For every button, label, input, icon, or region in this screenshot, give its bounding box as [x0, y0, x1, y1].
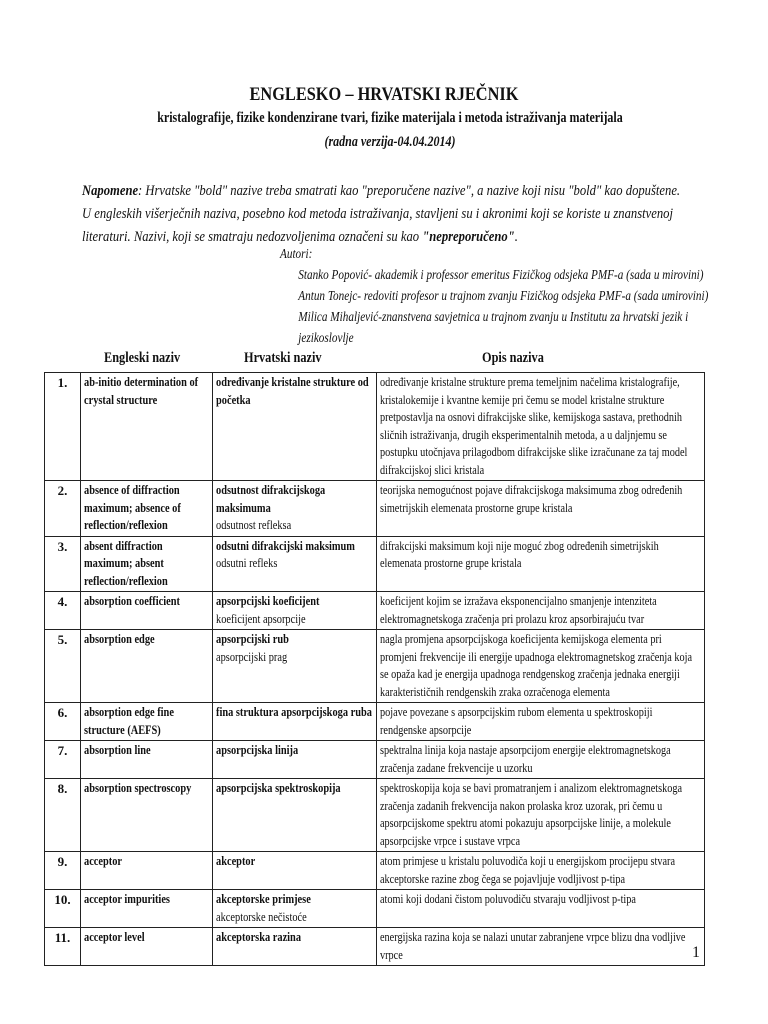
croatian-term-cell — [213, 536, 377, 592]
croatian-term-cell — [213, 852, 377, 890]
english-term: acceptor — [84, 854, 123, 868]
note-bold-term: "nepreporučeno" — [422, 229, 515, 245]
english-term-cell — [81, 890, 213, 928]
croatian-term-cell — [213, 890, 377, 928]
entry-number: 5. — [45, 630, 81, 703]
author-line: Milica Mihaljević-znanstvena savjetnica u trajnom zvanju u Institutu za hrvatski jezik i jezikoslovlje — [298, 309, 689, 345]
english-term-cell — [81, 741, 213, 779]
croatian-term-preferred: određivanje kristalne strukture od početka — [216, 375, 369, 407]
entry-number: 1. — [45, 373, 81, 481]
description-cell — [377, 741, 705, 779]
table-row — [45, 928, 705, 966]
author-line: Stanko Popović- akademik i professor emeritus Fizičkog odsjeka PMF-a (sada u mirovini) — [298, 267, 704, 282]
croatian-term-wrap — [216, 891, 372, 926]
table-row — [45, 741, 705, 779]
description-cell — [377, 928, 705, 966]
english-term: absence of diffraction maximum; absence of reflection/reflexion — [84, 483, 181, 532]
term-description: nagla promjena apsorpcijskoga koeficijenta kemijskoga elementa pri promjeni frekvencije ili energije upadnoga elektromagnetskog zračenja koja se opaža kad je energija upadnoga rendgenskog zračenja jednaka energiji karakterističnih rendgenskih zraka ozračenoga elementa — [380, 632, 693, 699]
term-description: određivanje kristalne strukture prema temeljnim načelima kristalografije, kristalokemije i kvantne kemije pri čemu se model kristalne strukture pretpostavlja na osnovi difrakcijske slike, kemijskoga sastava, prethodnih sličnih istraživanja, drugih eksperimentalnih metoda, a u daljnjemu se postupku utočnjava prilagodbom difrakcijske slike izračunane za taj model difrakcijskoj slici kristala — [380, 375, 688, 477]
croatian-term-preferred: apsorpcijski rub — [216, 632, 289, 646]
table-row — [45, 630, 705, 703]
croatian-term-preferred: akceptorske primjese — [216, 892, 311, 906]
croatian-term-wrap — [216, 593, 372, 628]
croatian-term-cell — [213, 741, 377, 779]
note-text-end: . — [514, 229, 518, 245]
english-term-cell — [81, 592, 213, 630]
note-paragraph — [82, 180, 691, 249]
english-term-cell — [81, 536, 213, 592]
croatian-term-allowed: akceptorske nečistoće — [216, 909, 307, 924]
croatian-term-preferred: apsorpcijska spektroskopija — [216, 781, 341, 795]
croatian-term-preferred: fina struktura apsorpcijskoga ruba — [216, 705, 372, 719]
page-number: 1 — [692, 944, 700, 961]
english-term: absorption coefficient — [84, 594, 180, 608]
entry-number: 4. — [45, 592, 81, 630]
croatian-term-preferred: odsutnost difrakcijskoga maksimuma — [216, 483, 326, 515]
description-cell — [377, 536, 705, 592]
english-term: acceptor level — [84, 930, 145, 944]
english-term: absorption edge fine structure (AEFS) — [84, 705, 174, 737]
term-description: spektroskopija koja se bavi promatranjem i analizom elektromagnetskoga zračenja zadanih frekvencija nakon prolaska kroz uzorak, pri čemu u apsorpcijskome spektru atomi pokazuju apsorpcijske linije, a molekule apsorpcijske vrpce i sustave vrpca — [380, 781, 683, 848]
table-row — [45, 779, 705, 852]
description-cell — [377, 481, 705, 537]
croatian-term-wrap — [216, 374, 372, 409]
croatian-term-cell — [213, 630, 377, 703]
croatian-term-allowed: koeficijent apsorpcije — [216, 611, 306, 626]
english-term: absorption line — [84, 743, 151, 757]
dictionary-table-body — [45, 373, 705, 966]
croatian-term-allowed: apsorpcijski prag — [216, 649, 288, 664]
croatian-term-wrap — [216, 482, 372, 535]
description-cell — [377, 630, 705, 703]
english-term-cell — [81, 779, 213, 852]
entry-number: 11. — [45, 928, 81, 966]
entry-number: 7. — [45, 741, 81, 779]
description-cell — [377, 779, 705, 852]
term-description: pojave povezane s apsorpcijskim rubom elementa u spektroskopiji rendgenske apsorpcije — [380, 705, 653, 737]
column-header-description: Opis naziva — [482, 350, 544, 366]
term-description: atomi koji dodani čistom poluvodiču stvaraju vodljivost p-tipa — [380, 892, 636, 906]
croatian-term-preferred: apsorpcijska linija — [216, 743, 299, 757]
term-description: energijska razina koja se nalazi unutar zabranjene vrpce blizu dna vodljive vrpce — [380, 930, 686, 962]
note-text: : Hrvatske "bold" nazive treba smatrati kao "preporučene nazive", a nazive koji nisu "bold" kao dopuštene. U engleskih višerječnih naziva, posebno kod metoda istraživanja, stavljeni su i akronimi koji se koriste u znanstvenoj literaturi. Nazivi, koji se smatraju nedozvoljenima označeni su kao — [82, 183, 681, 245]
croatian-term-cell — [213, 779, 377, 852]
croatian-term-preferred: akceptorska razina — [216, 930, 302, 944]
version-label: (radna verzija-04.04.2014) — [324, 134, 456, 150]
table-row — [45, 852, 705, 890]
table-row — [45, 536, 705, 592]
croatian-term-cell — [213, 373, 377, 481]
english-term-cell — [81, 373, 213, 481]
entry-number: 10. — [45, 890, 81, 928]
term-description: atom primjese u kristalu poluvodiča koji u energijskom procijepu stvara akceptorske razine zbog čega se pojavljuje vodljivost p-tipa — [380, 854, 676, 886]
entry-number: 2. — [45, 481, 81, 537]
croatian-term-wrap — [216, 538, 372, 573]
term-description: teorijska nemogućnost pojave difrakcijskoga maksimuma zbog određenih simetrijskih elemenata prostorne grupe kristala — [380, 483, 683, 515]
english-term-cell — [81, 928, 213, 966]
table-row — [45, 890, 705, 928]
croatian-term-cell — [213, 481, 377, 537]
croatian-term-wrap — [216, 631, 372, 666]
term-description: difrakcijski maksimum koji nije moguć zbog određenih simetrijskih elemenata prostorne grupe kristala — [380, 538, 659, 570]
croatian-term-wrap — [216, 742, 372, 760]
english-term: absent diffraction maximum; absent reflection/reflexion — [84, 538, 168, 588]
entry-number: 3. — [45, 536, 81, 592]
english-term: absorption spectroscopy — [84, 781, 192, 795]
croatian-term-preferred: apsorpcijski koeficijent — [216, 594, 320, 608]
authors-label: Autori: — [280, 246, 313, 261]
croatian-term-allowed: odsutnost refleksa — [216, 518, 292, 532]
croatian-term-cell — [213, 592, 377, 630]
description-cell — [377, 703, 705, 741]
description-cell — [377, 890, 705, 928]
authors-block — [280, 243, 712, 348]
column-header-croatian: Hrvatski naziv — [244, 350, 322, 366]
column-header-english: Engleski naziv — [104, 350, 181, 366]
description-cell — [377, 373, 705, 481]
page-subtitle: kristalografije, fizike kondenzirane tvari, fizike materijala i metoda istraživanja materijala — [157, 110, 623, 126]
term-description: spektralna linija koja nastaje apsorpcijom energije elektromagnetskoga zračenja zadane frekvencije u uzorku — [380, 743, 671, 775]
table-row — [45, 703, 705, 741]
note-label: Napomene — [82, 183, 139, 199]
entry-number: 9. — [45, 852, 81, 890]
entry-number: 8. — [45, 779, 81, 852]
croatian-term-wrap — [216, 780, 372, 798]
english-term: acceptor impurities — [84, 892, 170, 906]
english-term-cell — [81, 481, 213, 537]
croatian-term-cell — [213, 928, 377, 966]
english-term: absorption edge — [84, 632, 155, 646]
table-row — [45, 373, 705, 481]
english-term-cell — [81, 852, 213, 890]
croatian-term-wrap — [216, 853, 372, 871]
description-cell — [377, 852, 705, 890]
author-line: Antun Tonejc- redoviti profesor u trajnom zvanju Fizičkog odsjeka PMF-a (sada umirovini) — [298, 288, 709, 303]
croatian-term-wrap — [216, 929, 372, 947]
page-title: ENGLESKO – HRVATSKI RJEČNIK — [249, 84, 519, 105]
table-row — [45, 592, 705, 630]
croatian-term-allowed: odsutni refleks — [216, 556, 278, 570]
croatian-term-preferred: odsutni difrakcijski maksimum — [216, 538, 355, 553]
description-cell — [377, 592, 705, 630]
term-description: koeficijent kojim se izražava eksponencijalno smanjenje intenziteta elektromagnetskoga zračenja pri prolazu kroz apsorbirajuću tvar — [380, 594, 657, 626]
croatian-term-preferred: akceptor — [216, 854, 256, 868]
table-row — [45, 481, 705, 537]
croatian-term-cell — [213, 703, 377, 741]
english-term-cell — [81, 630, 213, 703]
entry-number: 6. — [45, 703, 81, 741]
english-term-cell — [81, 703, 213, 741]
english-term: ab-initio determination of crystal structure — [84, 375, 199, 407]
dictionary-table — [44, 372, 705, 966]
croatian-term-wrap — [216, 704, 372, 722]
